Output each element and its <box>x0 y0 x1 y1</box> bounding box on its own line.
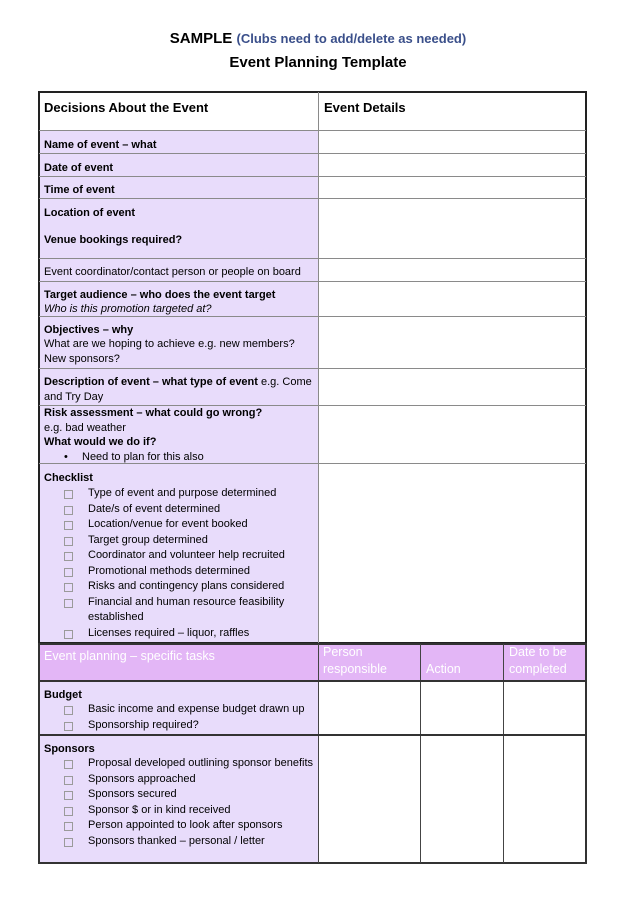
checkbox-icon[interactable] <box>64 583 73 592</box>
checkbox-icon[interactable] <box>64 521 73 530</box>
checkbox-icon[interactable] <box>64 599 73 608</box>
checkbox-icon[interactable] <box>64 552 73 561</box>
checkbox-icon[interactable] <box>64 807 73 816</box>
sponsor-item[interactable]: Sponsors secured <box>44 787 316 803</box>
row-line <box>39 198 586 199</box>
checkbox-icon[interactable] <box>64 537 73 546</box>
risk-bullet-item <box>44 450 316 464</box>
risk-label: Risk assessment – what could go wrong? <box>44 407 263 419</box>
sponsor-item[interactable]: Proposal developed outlining sponsor benefits <box>44 756 316 772</box>
row-name-of-event: Name of event – what <box>44 139 157 151</box>
table2-row-line <box>39 680 586 682</box>
page-title: Event Planning Template <box>229 54 407 71</box>
checkbox-icon[interactable] <box>64 630 73 639</box>
table2-divider <box>420 644 421 863</box>
table2-divider <box>318 644 319 863</box>
col-header-event-details: Event Details <box>324 100 406 115</box>
risk-hint: e.g. bad weather <box>44 421 126 434</box>
row-line <box>39 176 586 177</box>
checklist-item[interactable]: Risks and contingency plans considered <box>44 579 316 595</box>
sample-note: (Clubs need to add/delete as needed) <box>236 31 467 46</box>
budget-section <box>44 688 316 733</box>
sponsors-section <box>44 742 316 849</box>
sample-label: SAMPLE <box>169 30 233 47</box>
table2-row-line <box>39 734 586 736</box>
budget-title: Budget <box>44 689 82 701</box>
checkbox-icon[interactable] <box>64 490 73 499</box>
checkbox-icon[interactable] <box>64 776 73 785</box>
checklist-item[interactable]: Financial and human resource feasibility established <box>44 595 304 626</box>
checklist-title: Checklist <box>44 472 93 484</box>
checkbox-icon[interactable] <box>64 822 73 831</box>
sponsors-title: Sponsors <box>44 743 95 755</box>
row-line <box>39 316 586 317</box>
col-header-decisions: Decisions About the Event <box>44 100 209 115</box>
checklist <box>44 471 316 641</box>
checklist-item[interactable]: Licenses required – liquor, raffles <box>44 626 316 642</box>
checklist-item[interactable]: Date/s of event determined <box>44 502 316 518</box>
row-location-of-event: Location of event <box>44 207 136 219</box>
target-audience-label: Target audience – who does the event target <box>44 289 276 301</box>
col-header-tasks: Event planning – specific tasks <box>44 649 215 663</box>
target-audience-hint: Who is this promotion targeted at? <box>44 303 212 315</box>
checkbox-icon[interactable] <box>64 506 73 515</box>
col-header-action: Action <box>426 662 461 676</box>
budget-item[interactable]: Sponsorship required? <box>44 718 316 734</box>
row-date-of-event: Date of event <box>44 162 114 174</box>
row-risk-assessment <box>44 406 316 464</box>
checkbox-icon[interactable] <box>64 838 73 847</box>
col-header-date-completed: Date to be completed <box>509 645 567 676</box>
checkbox-icon[interactable] <box>64 706 73 715</box>
objectives-hint: What are we hoping to achieve e.g. new members? New sponsors? <box>44 338 295 365</box>
row-line <box>39 258 586 259</box>
checklist-item[interactable]: Coordinator and volunteer help recruited <box>44 548 316 564</box>
row-line <box>39 130 586 131</box>
row-description <box>44 375 316 405</box>
description-hint: e.g. Come and Try Day <box>44 376 312 403</box>
checkbox-icon[interactable] <box>64 568 73 577</box>
row-time-of-event: Time of event <box>44 184 115 196</box>
objectives-label: Objectives – why <box>44 324 134 336</box>
description-label: Description of event – what type of event <box>44 376 258 388</box>
checkbox-icon[interactable] <box>64 760 73 769</box>
checkbox-icon[interactable] <box>64 791 73 800</box>
checklist-item[interactable]: Target group determined <box>44 533 316 549</box>
risk-bullet-text: Need to plan for this also <box>82 450 204 463</box>
row-line <box>39 368 586 369</box>
row-target-audience <box>44 288 314 316</box>
checklist-item[interactable]: Location/venue for event booked <box>44 517 316 533</box>
sponsor-item[interactable]: Person appointed to look after sponsors <box>44 818 316 834</box>
checklist-item[interactable]: Promotional methods determined <box>44 564 316 580</box>
risk-question: What would we do if? <box>44 436 157 448</box>
row-objectives <box>44 323 316 367</box>
checklist-item[interactable]: Type of event and purpose determined <box>44 486 316 502</box>
budget-item[interactable]: Basic income and expense budget drawn up <box>44 702 316 718</box>
col-header-person-responsible: Person responsible <box>323 645 387 676</box>
sponsor-item[interactable]: Sponsors thanked – personal / letter <box>44 834 316 850</box>
row-coordinator: Event coordinator/contact person or people on board <box>44 266 301 278</box>
bullet-icon: • <box>64 450 68 463</box>
page-title-sample <box>0 30 636 47</box>
row-line <box>39 281 586 282</box>
checkbox-icon[interactable] <box>64 722 73 731</box>
row-line <box>39 153 586 154</box>
row-venue-bookings: Venue bookings required? <box>44 234 183 246</box>
sponsor-item[interactable]: Sponsors approached <box>44 772 316 788</box>
sponsor-item[interactable]: Sponsor $ or in kind received <box>44 803 316 819</box>
table2-divider <box>503 644 504 863</box>
